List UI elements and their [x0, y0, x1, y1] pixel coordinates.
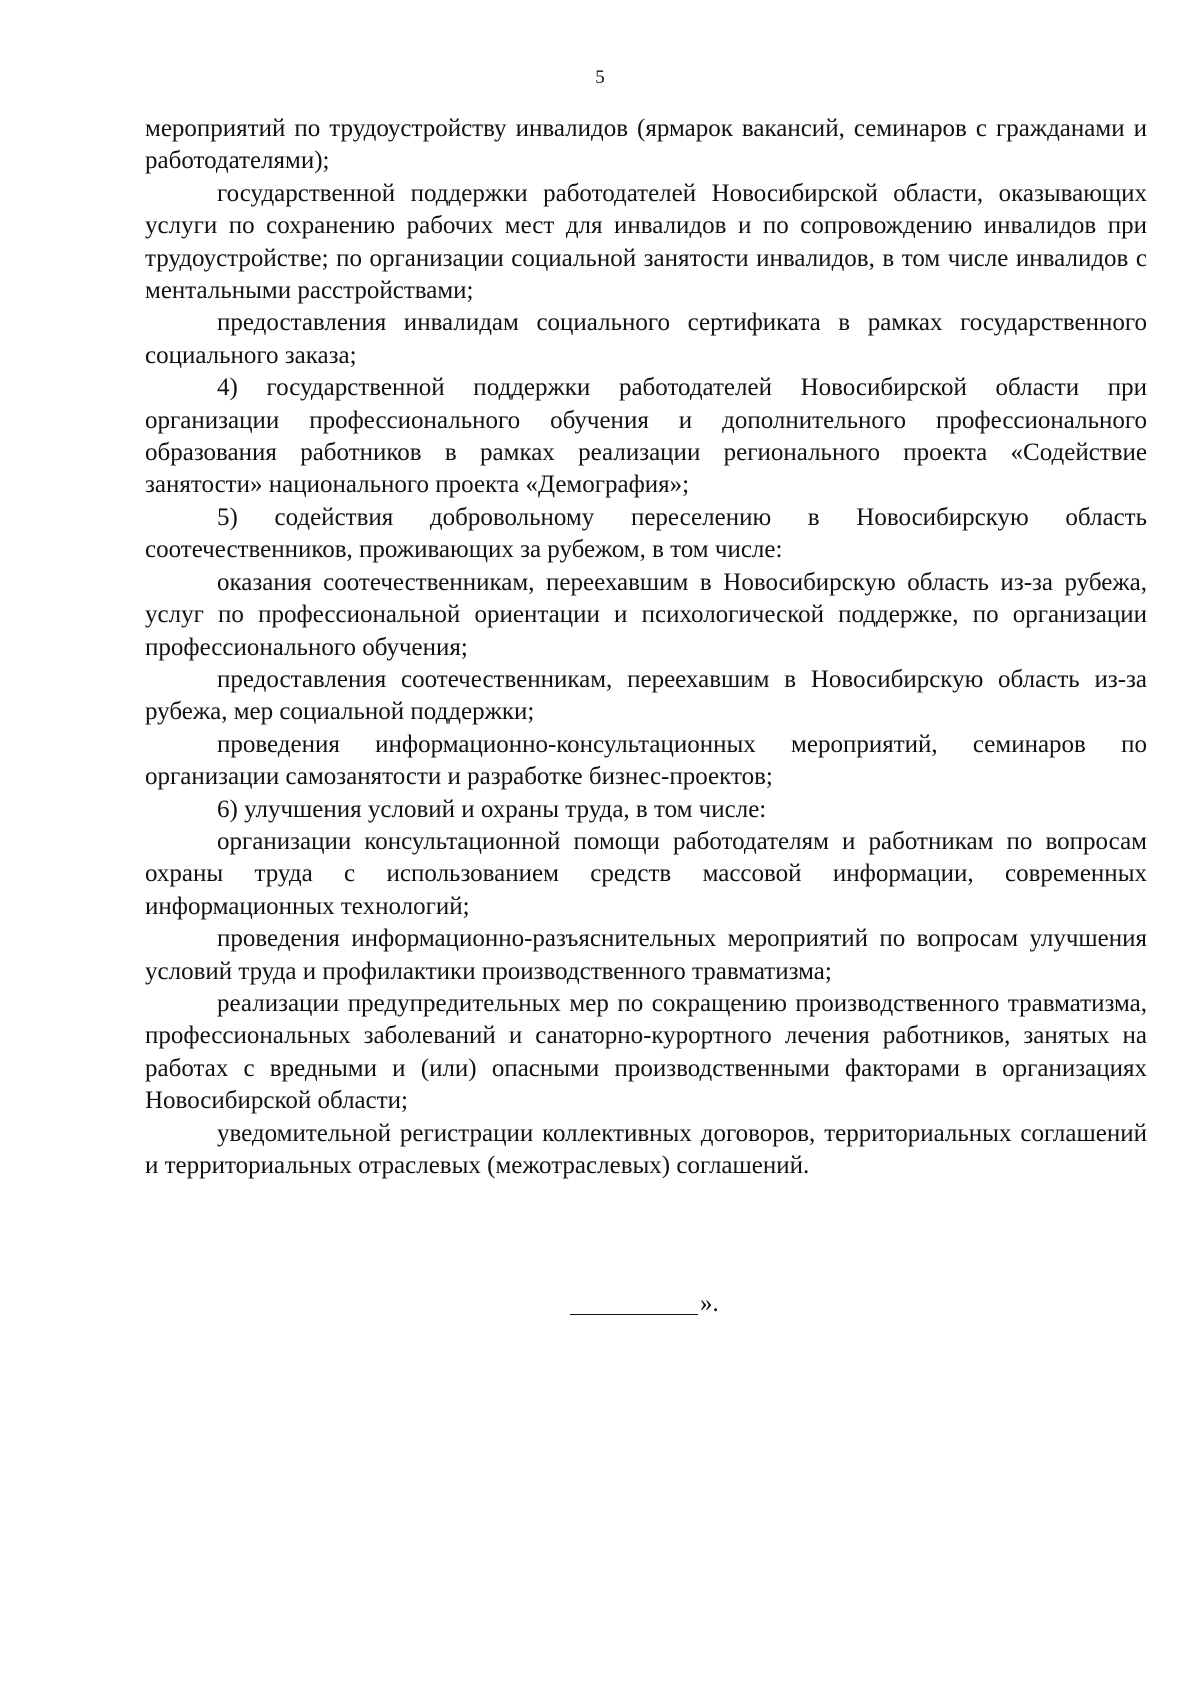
closing-mark: [570, 1288, 719, 1320]
paragraph-item-5: 5) содействия добровольному переселению в Новосибирскую область соотечественников, проживающих за рубежом, в том числе:: [145, 503, 1147, 564]
closing-quote: ».: [700, 1290, 719, 1317]
paragraph-social-certificate: предоставления инвалидам социального сертификата в рамках государственного социального заказа;: [145, 309, 1147, 369]
paragraph-consultation-help: организации консультационной помощи работодателям и работникам по вопросам охраны труда с использованием средств массовой информации, современных информационных технологий;: [145, 827, 1147, 920]
paragraph-item-6: 6) улучшения условий и охраны труда, в том числе:: [217, 795, 767, 823]
paragraph-compatriots-support: предоставления соотечественникам, переехавшим в Новосибирскую область из-за рубежа, мер социальной поддержки;: [145, 665, 1147, 726]
paragraph-registration: уведомительной регистрации коллективных договоров, территориальных соглашений и территориальных отраслевых (межотраслевых) соглашений.: [145, 1119, 1147, 1179]
paragraph-compatriots-services: оказания соотечественникам, переехавшим в Новосибирскую область из-за рубежа, услуг по профессиональной ориентации и психологической поддержке, по организации профессионального обучения;: [145, 568, 1147, 661]
closing-underline: [570, 1314, 698, 1315]
paragraph-employer-support: государственной поддержки работодателей Новосибирской области, оказывающих услуги по сохранению рабочих мест для инвалидов и по сопровождению инвалидов при трудоустройстве; по организации социальной занятости инвалидов, в том числе инвалидов с ментальными расстройствами;: [145, 179, 1147, 305]
paragraph-seminars: проведения информационно-консультационных мероприятий, семинаров по организации самозанятости и разработке бизнес-проектов;: [145, 730, 1147, 791]
paragraph-continuation: мероприятий по трудоустройству инвалидов (ярмарок вакансий, семинаров с гражданами и работодателями);: [145, 115, 1147, 175]
paragraph-preventive-measures: реализации предупредительных мер по сокращению производственного травматизма, профессиональных заболеваний и санаторно-курортного лечения работников, занятых на работах с вредными и (или) опасными производственными факторами в организациях Новосибирской области;: [145, 989, 1147, 1115]
document-body: [145, 113, 1147, 1182]
paragraph-item-4: 4) государственной поддержки работодателей Новосибирской области при организации профессионального обучения и дополнительного профессионального образования работников в рамках реализации регионального проекта «Содействие занятости» национального проекта «Демография»;: [145, 374, 1147, 499]
paragraph-explanatory-events: проведения информационно-разъяснительных мероприятий по вопросам улучшения условий труда и профилактики производственного травматизма;: [145, 925, 1147, 985]
page-number: 5: [595, 67, 605, 88]
